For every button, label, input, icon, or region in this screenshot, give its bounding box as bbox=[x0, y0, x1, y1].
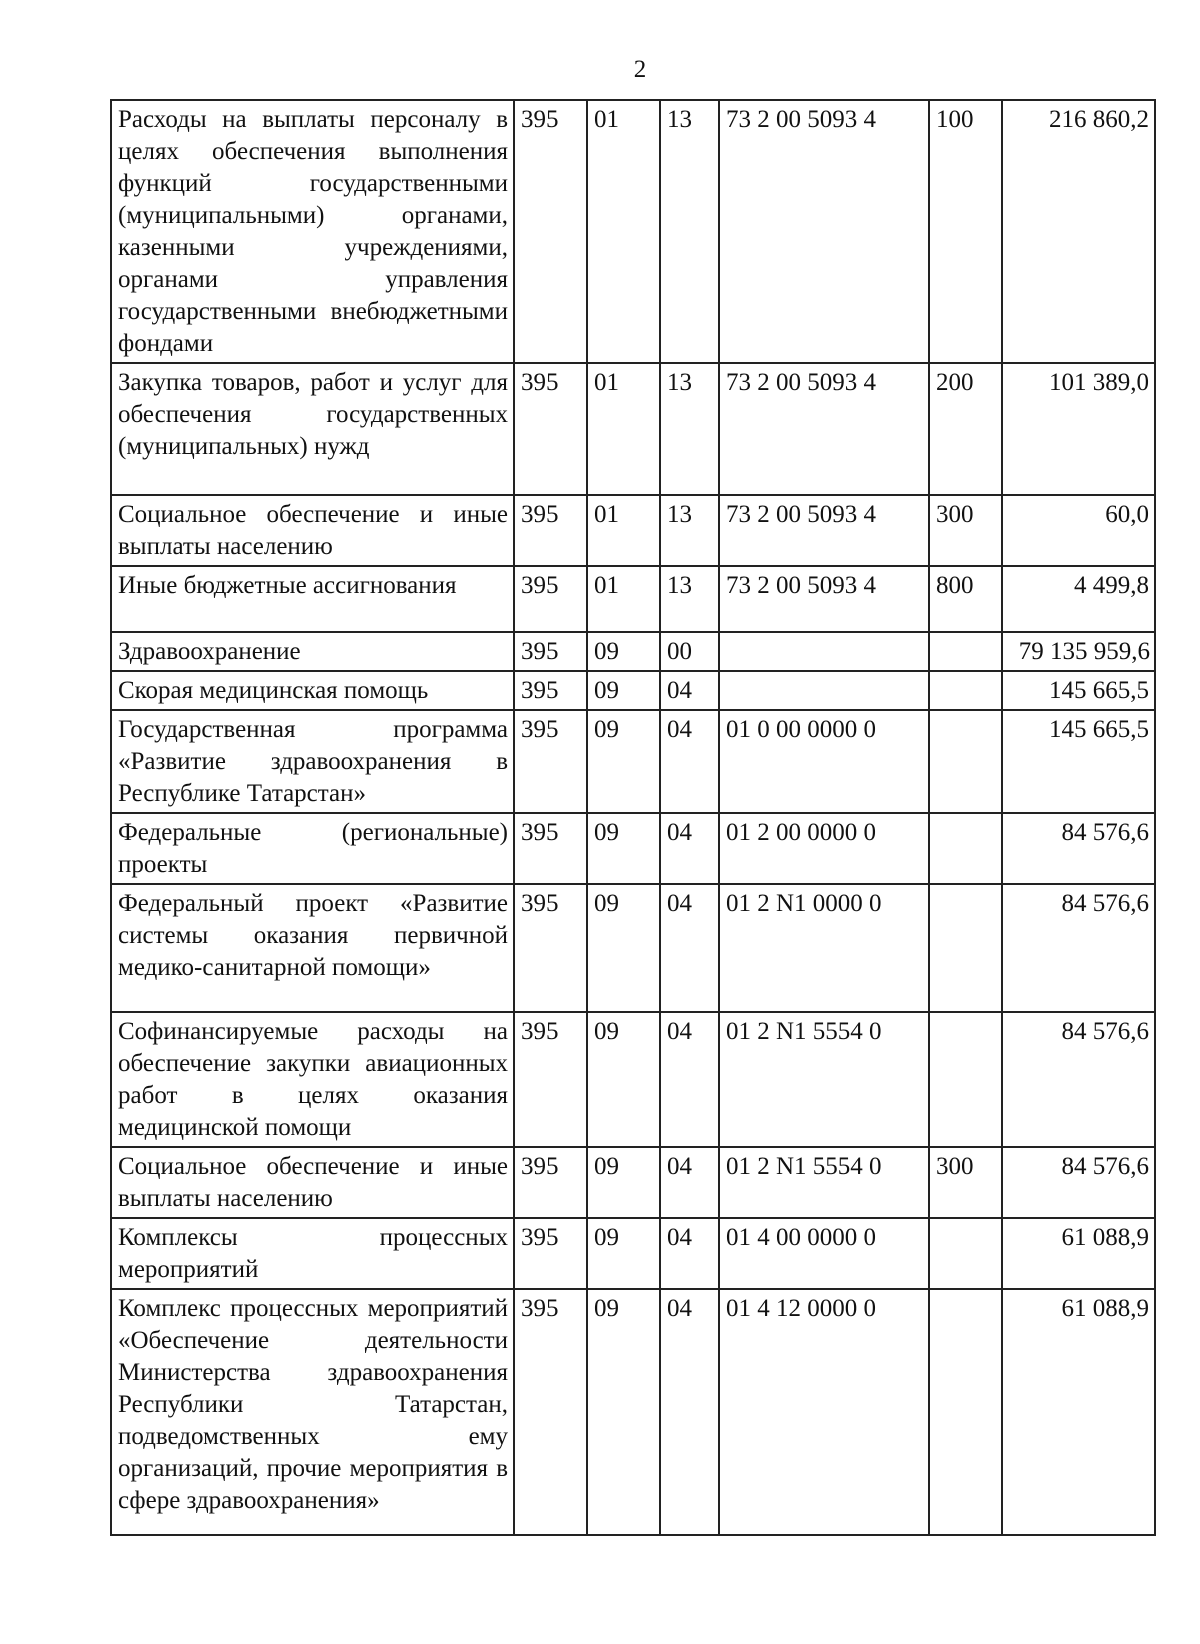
expense-type-cell bbox=[929, 884, 1002, 1012]
ministry-code-cell: 395 bbox=[514, 1218, 587, 1289]
subsection-code-cell: 04 bbox=[660, 710, 719, 813]
section-code-cell: 09 bbox=[587, 813, 660, 884]
amount-cell: 216 860,2 bbox=[1002, 100, 1155, 363]
row-name-cell: Иные бюджетные ассигнования bbox=[111, 566, 514, 632]
section-code-cell: 09 bbox=[587, 1218, 660, 1289]
target-article-cell: 01 4 12 0000 0 bbox=[719, 1289, 929, 1535]
target-article-cell bbox=[719, 632, 929, 671]
expense-type-cell: 200 bbox=[929, 363, 1002, 495]
target-article-cell: 01 2 N1 5554 0 bbox=[719, 1012, 929, 1147]
expense-type-cell bbox=[929, 710, 1002, 813]
expense-type-cell bbox=[929, 671, 1002, 710]
row-name-cell: Социальное обеспечение и иные выплаты населению bbox=[111, 1147, 514, 1218]
target-article-cell: 73 2 00 5093 4 bbox=[719, 495, 929, 566]
amount-cell: 61 088,9 bbox=[1002, 1289, 1155, 1535]
table-row bbox=[111, 813, 1155, 884]
amount-cell: 61 088,9 bbox=[1002, 1218, 1155, 1289]
table-row bbox=[111, 1147, 1155, 1218]
subsection-code-cell: 04 bbox=[660, 1012, 719, 1147]
expense-type-cell bbox=[929, 1218, 1002, 1289]
ministry-code-cell: 395 bbox=[514, 671, 587, 710]
table-row bbox=[111, 495, 1155, 566]
section-code-cell: 01 bbox=[587, 495, 660, 566]
section-code-cell: 01 bbox=[587, 566, 660, 632]
target-article-cell: 01 4 00 0000 0 bbox=[719, 1218, 929, 1289]
row-name-cell: Комплекс процессных мероприятий «Обеспечение деятельности Министерства здравоохранения Республики Татарстан, подведомственных ему организаций, прочие мероприятия в сфере здравоохранения» bbox=[111, 1289, 514, 1535]
section-code-cell: 09 bbox=[587, 710, 660, 813]
amount-cell: 84 576,6 bbox=[1002, 1012, 1155, 1147]
section-code-cell: 01 bbox=[587, 363, 660, 495]
amount-cell: 60,0 bbox=[1002, 495, 1155, 566]
target-article-cell: 73 2 00 5093 4 bbox=[719, 100, 929, 363]
subsection-code-cell: 04 bbox=[660, 813, 719, 884]
subsection-code-cell: 04 bbox=[660, 671, 719, 710]
section-code-cell: 09 bbox=[587, 632, 660, 671]
amount-cell: 84 576,6 bbox=[1002, 1147, 1155, 1218]
table-row bbox=[111, 1289, 1155, 1535]
subsection-code-cell: 13 bbox=[660, 100, 719, 363]
row-name-cell: Расходы на выплаты персоналу в целях обеспечения выполнения функций государственными (муниципальными) органами, казенными учреждениями, органами управления государственными внебюджетными фондами bbox=[111, 100, 514, 363]
amount-cell: 145 665,5 bbox=[1002, 710, 1155, 813]
section-code-cell: 01 bbox=[587, 100, 660, 363]
ministry-code-cell: 395 bbox=[514, 1012, 587, 1147]
amount-cell: 4 499,8 bbox=[1002, 566, 1155, 632]
ministry-code-cell: 395 bbox=[514, 566, 587, 632]
ministry-code-cell: 395 bbox=[514, 495, 587, 566]
target-article-cell: 01 0 00 0000 0 bbox=[719, 710, 929, 813]
budget-table bbox=[110, 99, 1156, 1536]
section-code-cell: 09 bbox=[587, 1289, 660, 1535]
row-name-cell: Федеральные (региональные) проекты bbox=[111, 813, 514, 884]
subsection-code-cell: 13 bbox=[660, 363, 719, 495]
subsection-code-cell: 13 bbox=[660, 566, 719, 632]
expense-type-cell: 300 bbox=[929, 1147, 1002, 1218]
expense-type-cell bbox=[929, 1289, 1002, 1535]
section-code-cell: 09 bbox=[587, 671, 660, 710]
subsection-code-cell: 04 bbox=[660, 1218, 719, 1289]
target-article-cell: 73 2 00 5093 4 bbox=[719, 566, 929, 632]
target-article-cell: 73 2 00 5093 4 bbox=[719, 363, 929, 495]
expense-type-cell bbox=[929, 813, 1002, 884]
table-row bbox=[111, 884, 1155, 1012]
row-name-cell: Федеральный проект «Развитие системы оказания первичной медико-санитарной помощи» bbox=[111, 884, 514, 1012]
page-number: 2 bbox=[633, 56, 647, 83]
section-code-cell: 09 bbox=[587, 884, 660, 1012]
subsection-code-cell: 00 bbox=[660, 632, 719, 671]
table-row bbox=[111, 1218, 1155, 1289]
ministry-code-cell: 395 bbox=[514, 1147, 587, 1218]
table-row bbox=[111, 363, 1155, 495]
ministry-code-cell: 395 bbox=[514, 1289, 587, 1535]
expense-type-cell bbox=[929, 632, 1002, 671]
row-name-cell: Скорая медицинская помощь bbox=[111, 671, 514, 710]
target-article-cell: 01 2 N1 0000 0 bbox=[719, 884, 929, 1012]
row-name-cell: Закупка товаров, работ и услуг для обеспечения государственных (муниципальных) нужд bbox=[111, 363, 514, 495]
ministry-code-cell: 395 bbox=[514, 884, 587, 1012]
ministry-code-cell: 395 bbox=[514, 813, 587, 884]
table-row bbox=[111, 1012, 1155, 1147]
target-article-cell: 01 2 N1 5554 0 bbox=[719, 1147, 929, 1218]
ministry-code-cell: 395 bbox=[514, 710, 587, 813]
row-name-cell: Государственная программа «Развитие здравоохранения в Республике Татарстан» bbox=[111, 710, 514, 813]
row-name-cell: Комплексы процессных мероприятий bbox=[111, 1218, 514, 1289]
amount-cell: 145 665,5 bbox=[1002, 671, 1155, 710]
table-row bbox=[111, 100, 1155, 363]
ministry-code-cell: 395 bbox=[514, 363, 587, 495]
amount-cell: 84 576,6 bbox=[1002, 884, 1155, 1012]
expense-type-cell: 800 bbox=[929, 566, 1002, 632]
section-code-cell: 09 bbox=[587, 1147, 660, 1218]
table-row bbox=[111, 632, 1155, 671]
expense-type-cell: 100 bbox=[929, 100, 1002, 363]
ministry-code-cell: 395 bbox=[514, 632, 587, 671]
row-name-cell: Социальное обеспечение и иные выплаты населению bbox=[111, 495, 514, 566]
amount-cell: 84 576,6 bbox=[1002, 813, 1155, 884]
subsection-code-cell: 04 bbox=[660, 884, 719, 1012]
amount-cell: 101 389,0 bbox=[1002, 363, 1155, 495]
target-article-cell bbox=[719, 671, 929, 710]
section-code-cell: 09 bbox=[587, 1012, 660, 1147]
target-article-cell: 01 2 00 0000 0 bbox=[719, 813, 929, 884]
table-row bbox=[111, 710, 1155, 813]
table-row bbox=[111, 566, 1155, 632]
subsection-code-cell: 04 bbox=[660, 1289, 719, 1535]
expense-type-cell: 300 bbox=[929, 495, 1002, 566]
subsection-code-cell: 13 bbox=[660, 495, 719, 566]
row-name-cell: Софинансируемые расходы на обеспечение закупки авиационных работ в целях оказания медицинской помощи bbox=[111, 1012, 514, 1147]
ministry-code-cell: 395 bbox=[514, 100, 587, 363]
expense-type-cell bbox=[929, 1012, 1002, 1147]
amount-cell: 79 135 959,6 bbox=[1002, 632, 1155, 671]
row-name-cell: Здравоохранение bbox=[111, 632, 514, 671]
table-row bbox=[111, 671, 1155, 710]
subsection-code-cell: 04 bbox=[660, 1147, 719, 1218]
